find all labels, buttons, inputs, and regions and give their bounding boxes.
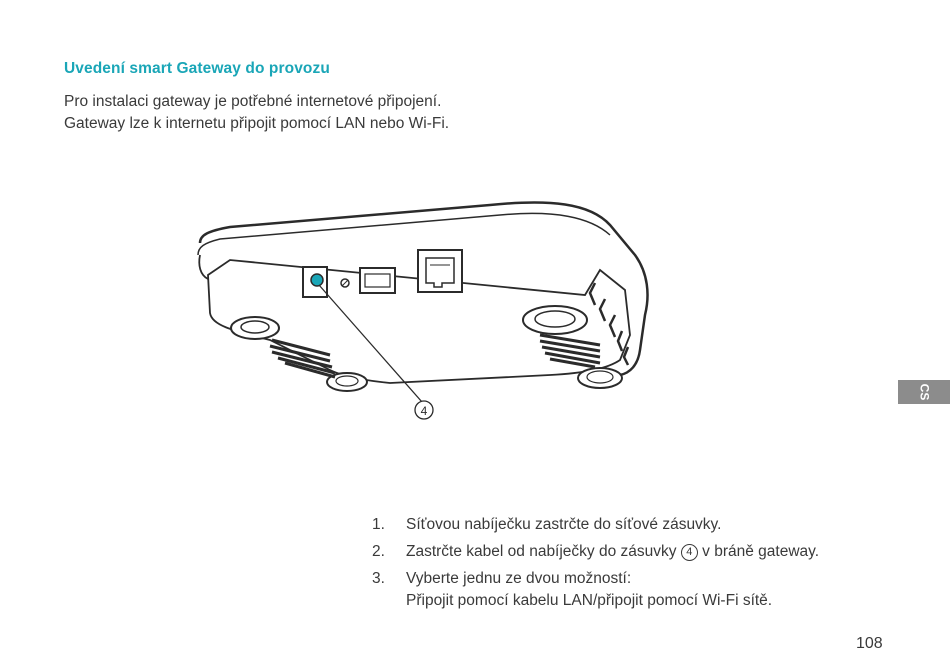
power-socket-pin bbox=[311, 274, 323, 286]
instruction-list bbox=[372, 514, 819, 617]
step-number: 3. bbox=[372, 570, 385, 587]
gateway-device-illustration bbox=[190, 195, 660, 430]
intro-line-1: Pro instalaci gateway je potřebné internetové připojení. bbox=[64, 93, 442, 110]
list-item bbox=[372, 514, 819, 536]
step-text-after: v bráně gateway. bbox=[702, 543, 820, 560]
callout-reference: 4 bbox=[681, 544, 698, 561]
list-item bbox=[372, 541, 819, 563]
step-text: Síťovou nabíječku zastrčte do síťové zásuvky. bbox=[406, 516, 722, 533]
step-text-before: Zastrčte kabel od nabíječky do zásuvky bbox=[406, 543, 677, 560]
list-item bbox=[372, 568, 819, 612]
language-tab bbox=[898, 380, 950, 404]
section-heading: Uvedení smart Gateway do provozu bbox=[64, 60, 330, 77]
language-label: CS bbox=[916, 383, 931, 401]
step-text-line2: Připojit pomocí kabelu LAN/připojit pomocí Wi-Fi sítě. bbox=[406, 592, 773, 609]
callout-number: 4 bbox=[420, 404, 428, 418]
step-number: 2. bbox=[372, 543, 385, 560]
step-text-line1: Vyberte jednu ze dvou možností: bbox=[406, 570, 632, 587]
intro-line-2: Gateway lze k internetu připojit pomocí LAN nebo Wi-Fi. bbox=[64, 115, 450, 132]
intro-text bbox=[64, 91, 449, 135]
step-number: 1. bbox=[372, 516, 385, 533]
page-number: 108 bbox=[856, 635, 883, 652]
